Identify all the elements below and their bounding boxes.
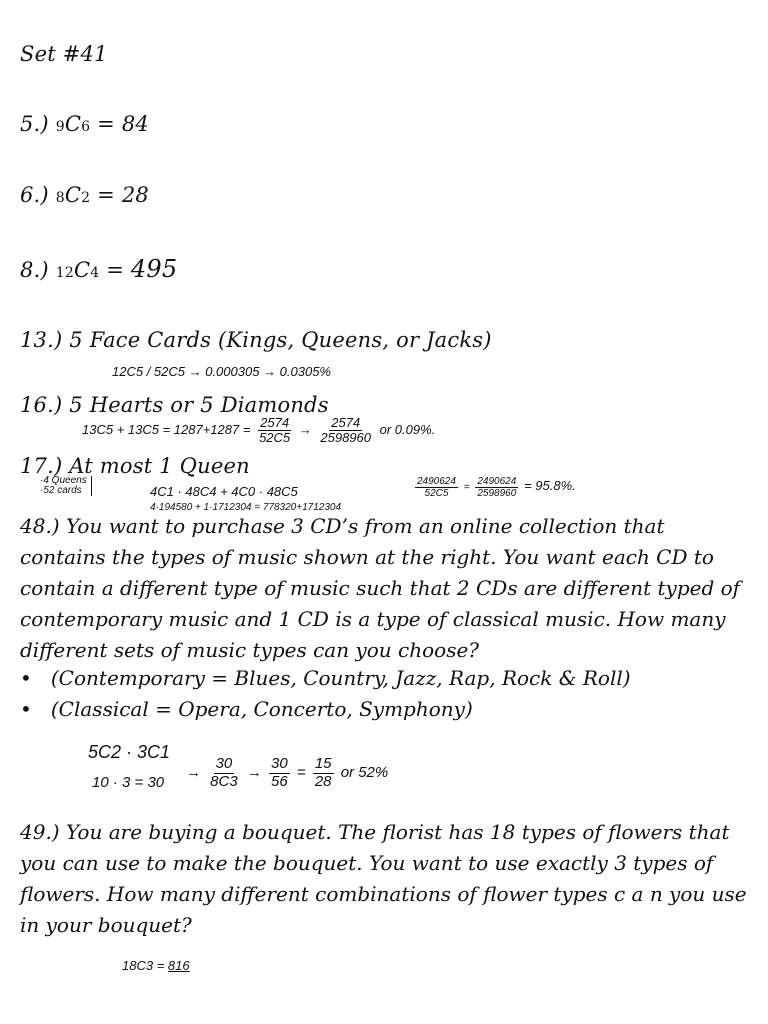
problem-16-fraction-2 [318,416,373,446]
problem-6-c: C [64,183,82,207]
bullet-dot-icon: • [20,697,32,721]
problem-5-c: C [64,112,82,136]
problem-5-r: 6 [81,119,91,135]
problem-49-work [122,958,190,973]
problem-13-work: 12C5 / 52C5 → 0.000305 → 0.0305% [112,364,331,379]
problem-6-n: 8 [55,190,65,206]
problem-48-bullet-2 [20,697,473,721]
bullet-dot-icon: • [20,666,32,690]
problem-16-arrow: → [298,422,312,438]
problem-8-equals: = [106,258,125,282]
problem-16-label: 16.) [20,393,63,417]
problem-48-work-top: 5C2 · 3C1 [88,742,171,762]
problem-17-equals: = [463,482,470,494]
problem-5-label: 5.) [20,112,49,136]
problem-16-fraction-1 [257,416,292,446]
problem-48-arrow-1: → [186,763,201,781]
problem-17-result-work [412,476,576,499]
problem-48-frac2-den: 56 [271,772,288,790]
problem-5-n: 9 [55,119,65,135]
problem-16-frac2-num: 2574 [331,415,361,430]
problem-13-label: 13.) [20,328,63,352]
problem-6-label: 6.) [20,183,49,207]
problem-6-result: 28 [121,183,149,207]
problem-16-text: 5 Hearts or 5 Diamonds [69,393,329,417]
problem-5-equals: = [97,112,115,136]
problem-48-fraction-1 [208,756,240,790]
problem-13 [20,328,492,352]
problem-17-fraction-1 [415,476,458,499]
problem-48-arrow-2: → [246,763,262,781]
problem-48-frac3-num: 15 [314,755,332,772]
problem-5-result: 84 [121,112,149,136]
problem-17-work-bottom: 4·194580 + 1·1712304 = 778320+1712304 [150,502,342,513]
problem-16-frac2-den: 2598960 [320,430,372,446]
problem-6 [20,183,149,207]
problem-6-r: 2 [81,190,91,206]
problem-48-result: or 52% [340,763,389,781]
problem-49-text: 49.) You are buying a bouquet. The florist has 18 types of flowers that you can use to make the bouquet. You want to use exactly 3 types of flowers. How many different combinations of flower types c a n you use in your bouquet? [20,820,747,937]
problem-17-work-top: 4C1 · 48C4 + 4C0 · 48C5 [150,484,298,499]
problem-8-label: 8.) [20,258,49,282]
problem-48-equals: = [296,763,306,781]
problem-48-frac1-num: 30 [215,755,233,772]
problem-17-text: At most 1 Queen [69,454,250,478]
problem-16-work [82,416,435,446]
problem-17-note-2: ·52 cards [40,485,82,496]
problem-17-label: 17.) [20,454,63,478]
problem-17-notes [40,476,92,496]
problem-16 [20,393,329,417]
problem-5 [20,112,149,136]
problem-17-frac1-den: 52C5 [424,488,449,499]
problem-17-note-1: ·4 Queens [40,475,87,486]
problem-17-result: = 95.8%. [524,478,576,494]
problem-13-text: 5 Face Cards (Kings, Queens, or Jacks) [69,328,492,352]
problem-49-answer: 816 [167,958,190,973]
problem-48-frac1-den: 8C3 [210,772,238,790]
problem-16-work-left: 13C5 + 13C5 = 1287+1287 = [82,422,251,438]
problem-48-bullet-1 [20,666,631,690]
problem-8-n: 12 [55,265,74,281]
problem-8-result: 495 [130,255,178,283]
problem-48-fraction-3 [313,756,334,790]
problem-17-bracket [40,476,92,496]
problem-17-frac2-den: 2598960 [477,488,517,499]
problem-8-c: C [73,258,91,282]
problem-48-work-bottom: 10 · 3 = 30 [92,774,165,791]
problem-48-result-work [186,756,388,790]
problem-16-frac1-num: 2574 [260,415,290,430]
problem-48-frac2-num: 30 [271,755,288,772]
problem-17-fraction-2 [475,476,518,499]
problem-16-work-right: or 0.09%. [379,422,436,438]
page-title: Set #41 [20,42,108,66]
problem-48-frac3-den: 28 [314,772,332,790]
problem-17-frac2-num: 2490624 [477,476,517,487]
problem-48-bullet-2-text: (Classical = Opera, Concerto, Symphony) [50,697,473,721]
problem-6-equals: = [97,183,115,207]
problem-8-r: 4 [90,265,100,281]
problem-16-frac1-den: 52C5 [259,430,291,446]
problem-49-work-left: 18C3 = [122,958,165,973]
problem-48-bullet-1-text: (Contemporary = Blues, Country, Jazz, Rap, Rock & Roll) [50,666,631,690]
problem-48-text: 48.) You want to purchase 3 CD’s from an online collection that contains the types of music shown at the right. You want each CD to contain a different type of music such that 2 CDs are different typed of contemporary music and 1 CD is a type of classical music. How many different sets of music types can you choose? [20,514,741,662]
problem-8 [20,255,177,283]
problem-17-frac1-num: 2490624 [417,476,456,487]
problem-48-fraction-2 [269,756,290,790]
